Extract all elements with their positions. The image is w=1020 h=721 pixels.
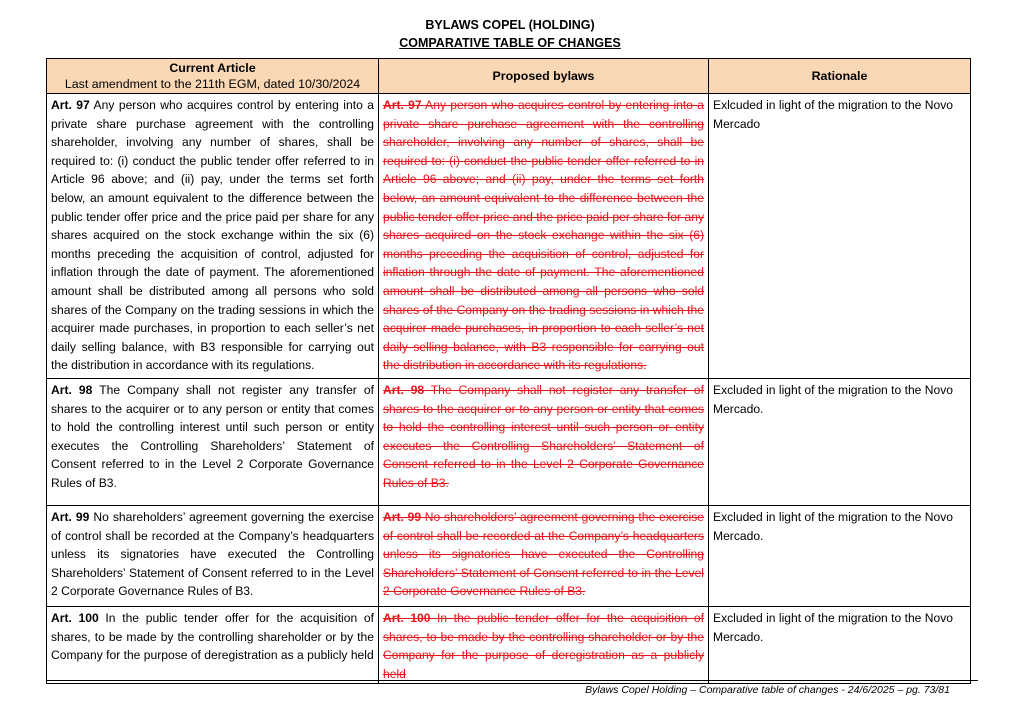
header-proposed-bylaws: Proposed bylaws (379, 59, 709, 94)
article-label: Art. 99 (51, 510, 90, 524)
comparison-table (46, 58, 971, 684)
proposed-cell-deleted (379, 94, 709, 379)
header-current-subtitle: Last amendment to the 211th EGM, dated 10/30/2024 (64, 77, 361, 91)
article-text: Any person who acquires control by entering into a private share purchase agreement with the controlling shareholder, involving any number of shares, shall be required to: (i) conduct the public tender offer referred to in Article 96 above; and (ii) pay, under the terms set forth below, an amount equivalent to the difference between the public tender offer price and the price paid per share for any shares acquired on the stock exchange within the six (6) months preceding the acquisition of control, adjusted for inflation through the date of payment. The aforementioned amount shall be distributed among all persons who sold shares of the Company on the trading sessions in which the acquirer made purchases, in proportion to each seller’s net daily selling balance, with B3 responsible for carrying out the distribution in accordance with its regulations. (383, 98, 704, 373)
table-header-row (47, 59, 971, 94)
table-row (47, 607, 971, 684)
article-label: Art. 98 (383, 383, 425, 397)
current-article-cell (47, 94, 379, 379)
article-text: In the public tender offer for the acquisition of shares, to be made by the controlling shareholder or by the Company for the purpose of deregistration as a publicly held (51, 611, 374, 663)
proposed-cell-deleted (379, 607, 709, 684)
table-row (47, 506, 971, 607)
header-current-article (47, 59, 379, 94)
article-text: The Company shall not register any transfer of shares to the acquirer or to any person or entity that comes to hold the controlling interest until such person or entity executes the Controlling Shareholders’ Statement of Consent referred to in the Level 2 Corporate Governance Rules of B3. (51, 383, 375, 490)
rationale-cell: Excluded in light of the migration to the Novo Mercado. (709, 607, 971, 684)
table-row (47, 94, 971, 379)
current-article-cell (47, 506, 379, 607)
article-text: No shareholders’ agreement governing the exercise of control shall be recorded at the Company’s headquarters unless its signatories have executed the Controlling Shareholders’ Statement of Consent referred to in the Level 2 Corporate Governance Rules of B3. (383, 510, 704, 599)
rationale-cell: Exlcuded in light of the migration to the Novo Mercado (709, 94, 971, 379)
article-text: No shareholders’ agreement governing the exercise of control shall be recorded at the Company’s headquarters unless its signatories have executed the Controlling Shareholders’ Statement of Consent referred to in the Level 2 Corporate Governance Rules of B3. (51, 510, 374, 599)
rationale-cell: Excluded in light of the migration to the Novo Mercado. (709, 379, 971, 506)
article-text: The Company shall not register any transfer of shares to the acquirer or to any person or entity that comes to hold the controlling interest until such person or entity executes the Controlling Shareholders’ Statement of Consent referred to in the Level 2 Corporate Governance Rules of B3. (383, 383, 704, 490)
document-title: BYLAWS COPEL (HOLDING) (425, 18, 595, 32)
current-article-cell (47, 379, 379, 506)
footer-divider (46, 680, 978, 681)
article-text: In the public tender offer for the acquisition of shares, to be made by the controlling shareholder or by the Company for the purpose of deregistration as a publicly held (383, 611, 704, 681)
article-label: Art. 98 (51, 383, 93, 397)
article-label: Art. 100 (383, 611, 431, 625)
document-subtitle: COMPARATIVE TABLE OF CHANGES (399, 36, 621, 50)
article-label: Art. 97 (383, 98, 422, 112)
proposed-cell-deleted (379, 506, 709, 607)
page-footer: Bylaws Copel Holding – Comparative table of changes - 24/6/2025 – pg. 73/81 (585, 684, 950, 696)
article-label: Art. 97 (51, 98, 90, 112)
header-current-title: Current Article (169, 61, 256, 75)
header-rationale: Rationale (709, 59, 971, 94)
proposed-cell-deleted (379, 379, 709, 506)
article-label: Art. 100 (51, 611, 99, 625)
rationale-cell: Excluded in light of the migration to the Novo Mercado. (709, 506, 971, 607)
table-row (47, 379, 971, 506)
article-label: Art. 99 (383, 510, 422, 524)
article-text: Any person who acquires control by entering into a private share purchase agreement with the controlling shareholder, involving any number of shares, shall be required to: (i) conduct the public tender offer referred to in Article 96 above; and (ii) pay, under the terms set forth below, an amount equivalent to the difference between the public tender offer price and the price paid per share for any shares acquired on the stock exchange within the six (6) months preceding the acquisition of control, adjusted for inflation through the date of payment. The aforementioned amount shall be distributed among all persons who sold shares of the Company on the trading sessions in which the acquirer made purchases, in proportion to each seller’s net daily selling balance, with B3 responsible for carrying out the distribution in accordance with its regulations. (51, 98, 374, 373)
current-article-cell (47, 607, 379, 684)
